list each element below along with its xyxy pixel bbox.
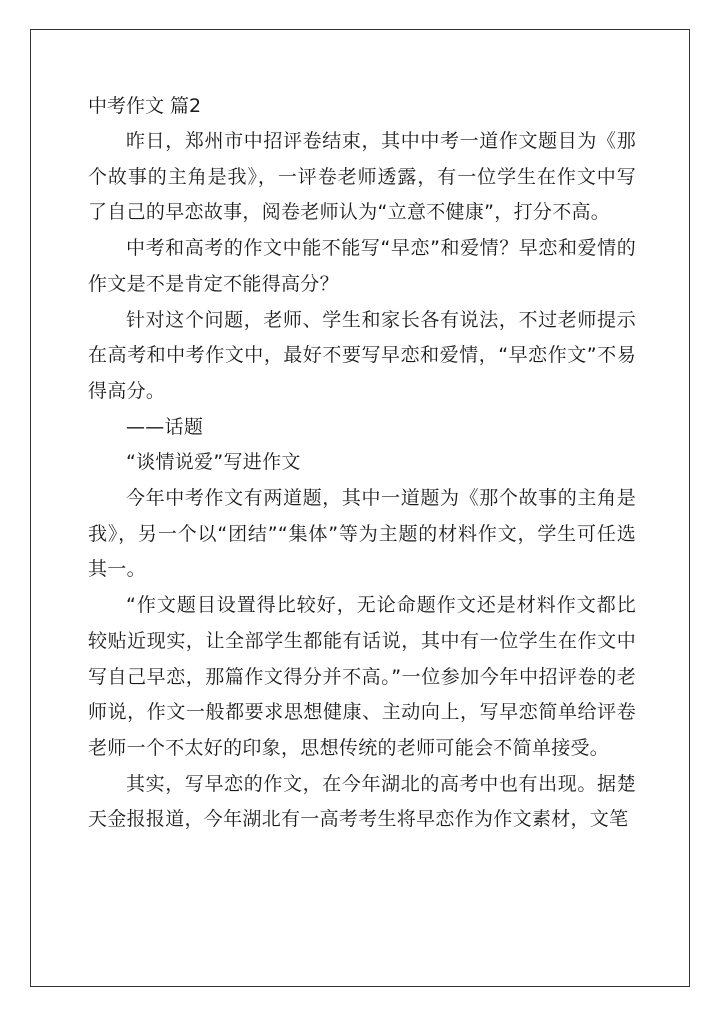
paragraph: 今年中考作文有两道题，其中一道题为《那个故事的主角是我》，另一个以“团结”“集体”等为主题的材料作文，学生可任选其一。 [88,487,636,581]
paragraph: 昨日，郑州市中招评卷结束，其中中考一道作文题目为《那个故事的主角是我》，一评卷老师透露，有一位学生在作文中写了自己的早恋故事，阅卷老师认为“立意不健康”，打分不高。 [88,130,636,224]
paragraph: “作文题目设置得比较好，无论命题作文还是材料作文都比较贴近现实，让全部学生都能有话说，其中有一位学生在作文中写自己早恋，那篇作文得分并不高。”一位参加今年中招评卷的老师说，作文一般都要求思想健康、主动向上，写早恋简单给评卷老师一个不太好的印象，思想传统的老师可能会不简单接受。 [88,594,636,759]
document-body [88,88,636,838]
paragraph: 针对这个问题，老师、学生和家长各有说法，不过老师提示在高考和中考作文中，最好不要写早恋和爱情，“早恋作文”不易得高分。 [88,308,636,402]
paragraph: 中考和高考的作文中能不能写“早恋”和爱情？早恋和爱情的作文是不是肯定不能得高分？ [88,237,636,295]
section-label: ——话题 [126,415,204,438]
paragraph: 其实，写早恋的作文，在今年湖北的高考中也有出现。据楚天金报报道，今年湖北有一高考考生将早恋作为作文素材，文笔 [88,772,636,831]
section-heading: “谈情说爱”写进作文 [126,451,301,474]
document-title: 中考作文 篇2 [88,95,202,117]
